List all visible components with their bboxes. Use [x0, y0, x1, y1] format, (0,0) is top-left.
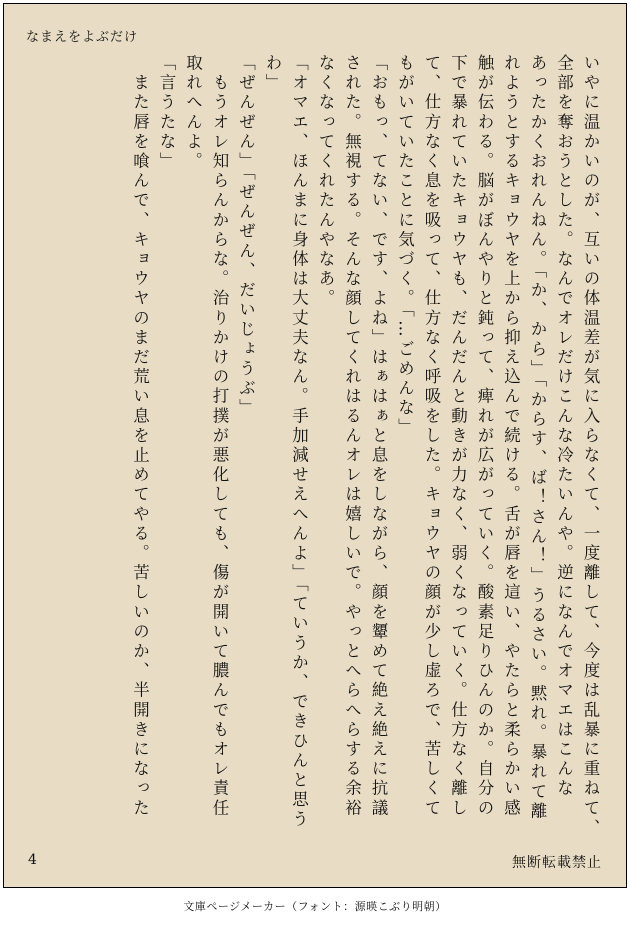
text-line: わ」 — [263, 54, 282, 94]
text-line: 「オマエ、ほんまに身体は大丈夫なん。手加減せえへんよ」「ていうか、できひんと思う — [289, 54, 309, 830]
body-text — [48, 54, 603, 844]
generator-credit: 文庫ページメーカー（フォント：源暎こぶり明朝） — [183, 900, 447, 913]
text-line: なくなってくれたんやなあ。 — [316, 54, 335, 309]
text-line: もがいていたことに気づく。「…ごめんな」 — [395, 54, 415, 438]
text-line: 下で暴れていたキョウヤも、だんだんと動きが力なく、弱くなっていく。仕方なく離し — [448, 54, 468, 819]
page-number: 4 — [28, 852, 37, 868]
book-page — [3, 3, 627, 888]
text-line: 「言うたな」 — [157, 54, 176, 172]
text-line: 「おもっ、てない、です、よね」はぁはぁと息をしながら、顔を顰めて絶え絶えに抗議 — [369, 54, 388, 819]
text-line: て、仕方なく息を吸って、仕方なく呼吸をした。キョウヤの顔が少し虚ろで、苦しくて — [422, 54, 441, 819]
text-line: もうオレ知らんからな。治りかけの打撲が悪化しても、傷が開いて膿んでもオレ責任 — [210, 54, 229, 819]
text-line: 「ぜんぜん」「ぜんぜん、だいじょうぶ」 — [236, 54, 256, 419]
text-line: あったかくおれんねん。「か、から」「からす、ば！さん！」うるさい。黙れ。暴れて離 — [528, 54, 547, 822]
copyright-notice: 無断転載禁止 — [512, 855, 602, 871]
text-line: また唇を喰んで、キョウヤのまだ荒い息を止めてやる。苦しいのか、半開きになった — [130, 54, 150, 819]
text-line: 全部を奪おうとした。なんでオレだけこんな冷たいんや。逆になんでオマエはこんな — [554, 54, 574, 799]
text-line: れようとするキョウヤを上から抑え込んで続ける。舌が唇を這い、やたらと柔らかい感 — [501, 54, 521, 819]
text-line: された。無視する。そんな顔してくれはるんオレは嬉しいで。やっとへらへらする余裕 — [342, 54, 362, 819]
text-line: 取れへんよ。 — [183, 54, 203, 172]
text-line: 触が伝わる。脳がぼんやりと鈍って、痺れが広がっていく。酸素足りひんのか。自分の — [475, 54, 494, 819]
text-line: いやに温かいのが、互いの体温差が気に入らなくて、一度離して、今度は乱暴に重ねて、 — [581, 54, 600, 838]
header-title: なまえをよぶだけ — [26, 30, 139, 45]
